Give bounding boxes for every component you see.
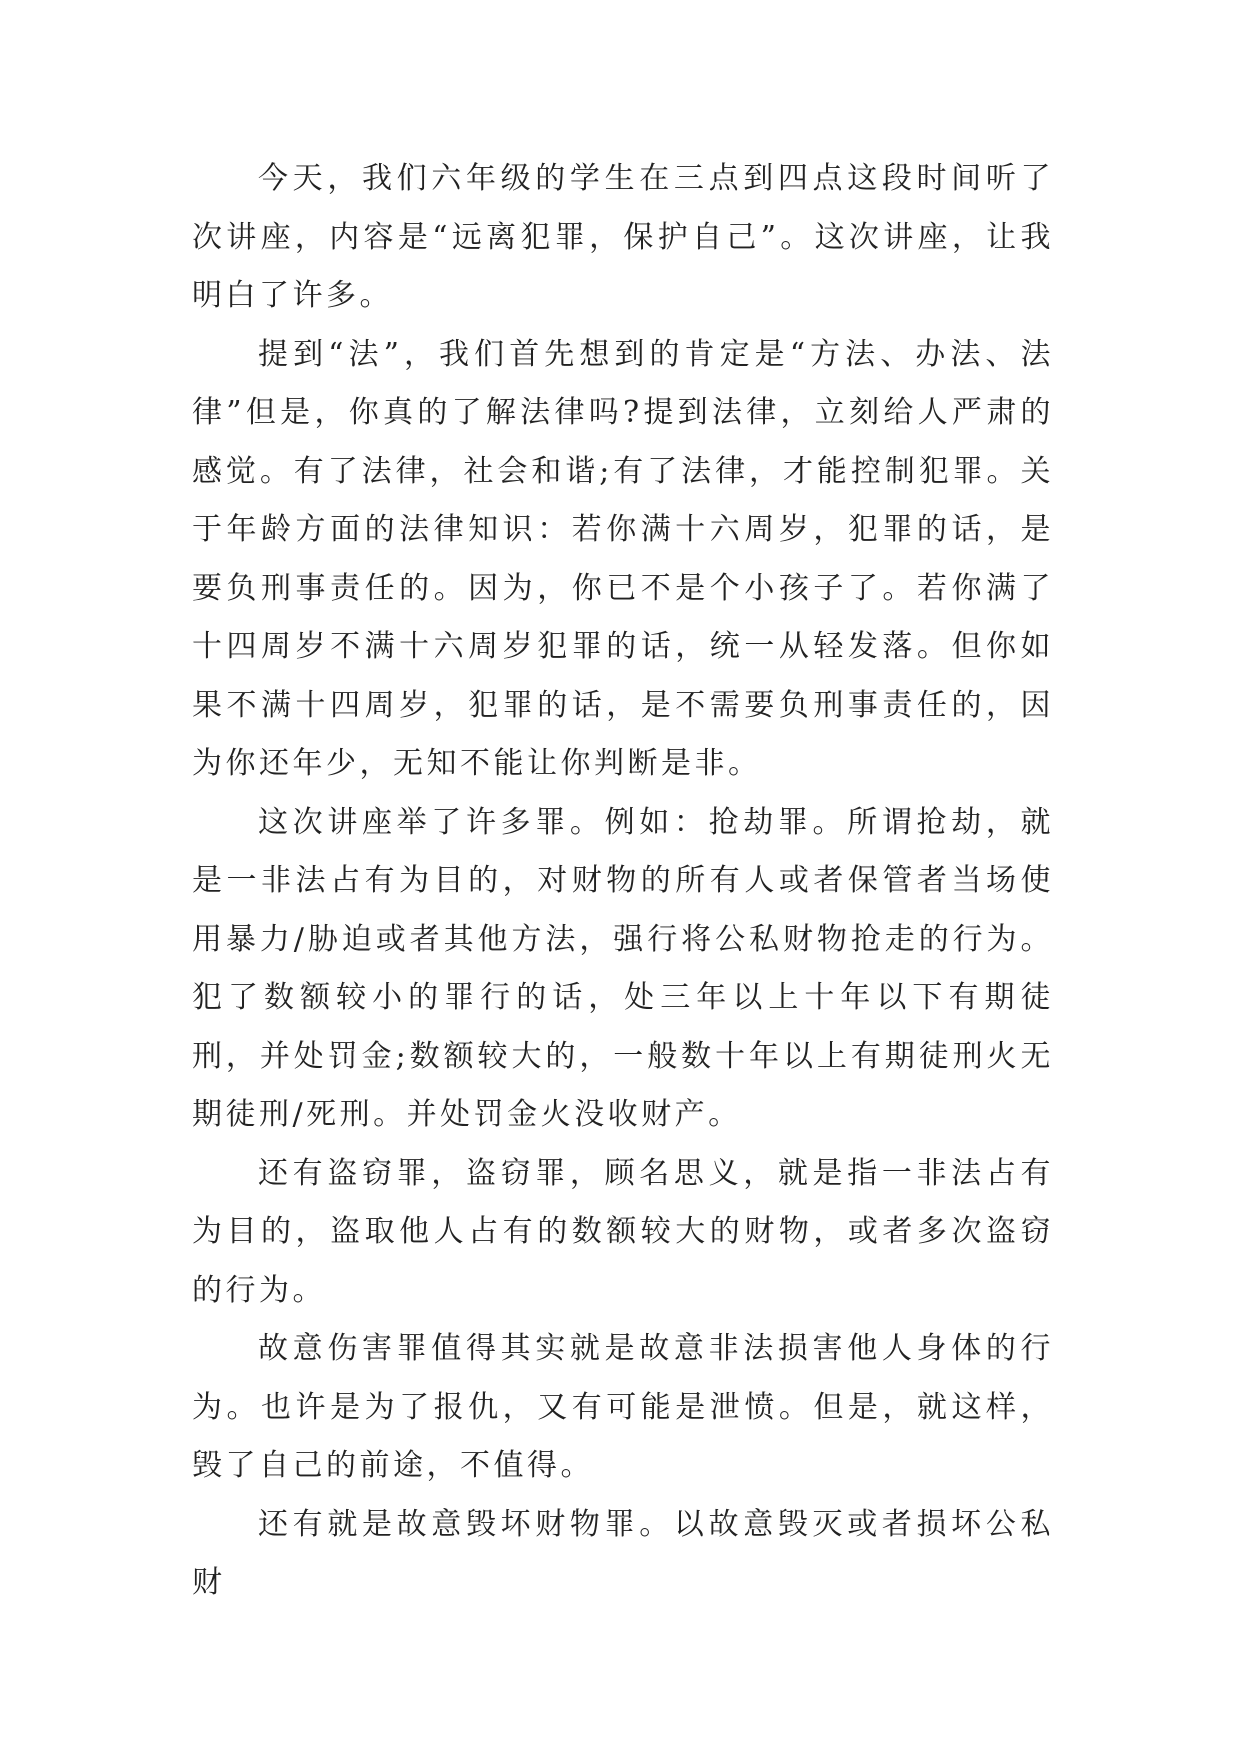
paragraph-lecture-intro: 今天，我们六年级的学生在三点到四点这段时间听了次讲座，内容是“远离犯罪，保护自己”。这次讲座，让我明白了许多。 xyxy=(192,161,1054,313)
document-body xyxy=(192,150,1054,1613)
paragraph-intentional-injury: 故意伤害罪值得其实就是故意非法损害他人身体的行为。也许是为了报仇，又有可能是泄愤。但是，就这样，毁了自己的前途，不值得。 xyxy=(192,1331,1054,1483)
paragraph-robbery: 这次讲座举了许多罪。例如：抢劫罪。所谓抢劫，就是一非法占有为目的，对财物的所有人或者保管者当场使用暴力/胁迫或者其他方法，强行将公私财物抢走的行为。犯了数额较小的罪行的话，处三年以上十年以下有期徒刑，并处罚金;数额较大的，一般数十年以上有期徒刑火无期徒刑/死刑。并处罚金火没收财产。 xyxy=(192,804,1054,1132)
paragraph-law-age: 提到“法”，我们首先想到的肯定是“方法、办法、法律”但是，你真的了解法律吗?提到法律，立刻给人严肃的感觉。有了法律，社会和谐;有了法律，才能控制犯罪。关于年龄方面的法律知识：若你满十六周岁，犯罪的话，是要负刑事责任的。因为，你已不是个小孩子了。若你满了十四周岁不满十六周岁犯罪的话，统一从轻发落。但你如果不满十四周岁，犯罪的话，是不需要负刑事责任的，因为你还年少，无知不能让你判断是非。 xyxy=(192,336,1054,781)
paragraph-theft: 还有盗窃罪，盗窃罪，顾名思义，就是指一非法占有为目的，盗取他人占有的数额较大的财物，或者多次盗窃的行为。 xyxy=(192,1155,1054,1308)
paragraph-property-damage: 还有就是故意毁坏财物罪。以故意毁灭或者损坏公私财 xyxy=(192,1506,1054,1600)
